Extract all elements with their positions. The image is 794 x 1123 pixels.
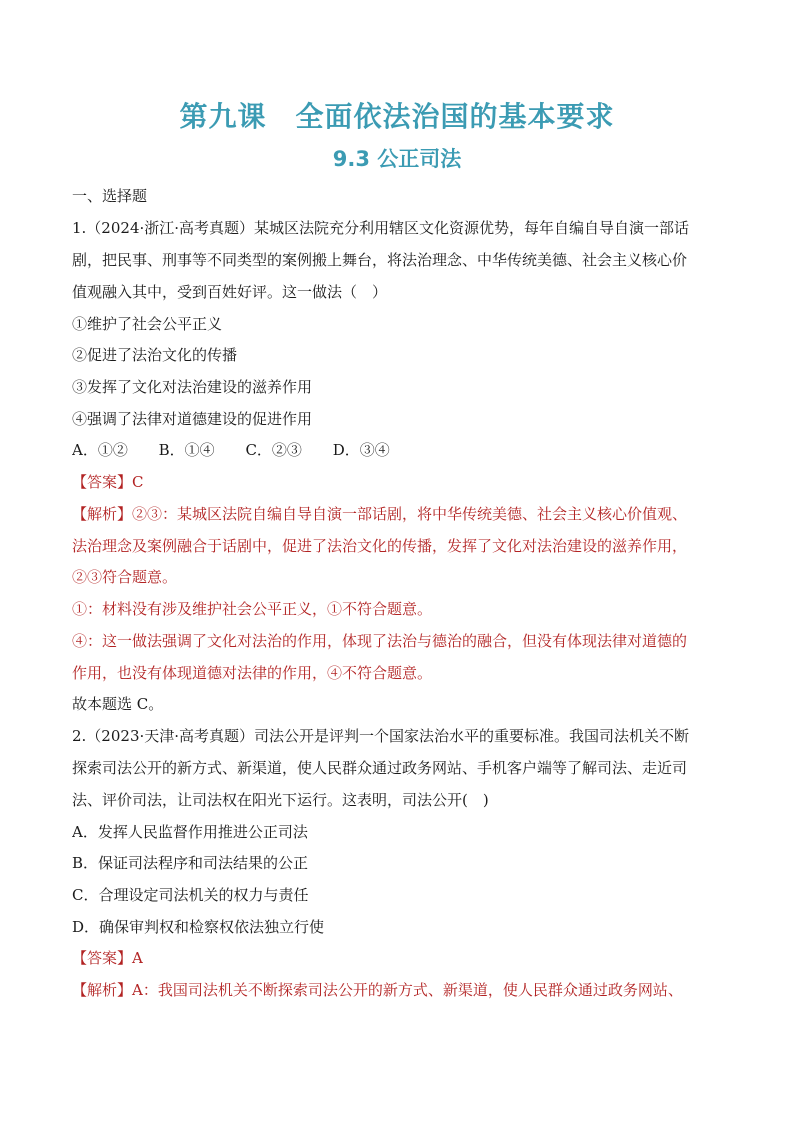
q2-analysis-line: 【解析】A：我国司法机关不断探索司法公开的新方式、新渠道，使人民群众通过政务网站、 — [72, 981, 683, 999]
q2-option-c: C．合理设定司法机关的权力与责任 — [72, 886, 309, 904]
q1-analysis-line: ④：这一做法强调了文化对法治的作用，体现了法治与德治的融合，但没有体现法律对道德的 — [72, 632, 688, 650]
q1-option-d: D．③④ — [332, 441, 390, 459]
q2-stem-line: 2.（2023·天津·高考真题）司法公开是评判一个国家法治水平的重要标准。我国司法机关不断 — [72, 727, 690, 745]
q1-item: ②促进了法治文化的传播 — [72, 346, 238, 364]
page-subtitle: 9.3 公正司法 — [332, 147, 462, 171]
q1-option-a: A．①② — [72, 441, 128, 459]
q2-answer: 【答案】A — [72, 949, 143, 967]
q1-analysis-line: 【解析】②③：某城区法院自编自导自演一部话剧，将中华传统美德、社会主义核心价值观、 — [72, 505, 688, 523]
q2-option-a: A．发挥人民监督作用推进公正司法 — [72, 823, 308, 841]
q1-option-b: B．①④ — [158, 441, 215, 459]
q1-stem-line: 值观融入其中，受到百姓好评。这一做法（ ） — [72, 283, 388, 301]
q2-stem-line: 法、评价司法，让司法权在阳光下运行。这表明，司法公开( ) — [72, 791, 489, 809]
q1-analysis-line: ①：材料没有涉及维护社会公平正义，①不符合题意。 — [72, 600, 433, 618]
q1-answer: 【答案】C — [72, 473, 144, 491]
q1-analysis-line: 法治理念及案例融合于话剧中，促进了法治文化的传播，发挥了文化对法治建设的滋养作用， — [72, 537, 688, 555]
q1-item: ③发挥了文化对法治建设的滋养作用 — [72, 378, 313, 396]
q2-option-d: D．确保审判权和检察权依法独立行使 — [72, 918, 325, 936]
q1-stem-line: 1.（2024·浙江·高考真题）某城区法院充分利用辖区文化资源优势，每年自编自导自演一部话 — [72, 219, 690, 237]
page-title: 第九课 全面依法治国的基本要求 — [179, 100, 615, 133]
q1-stem-line: 剧，把民事、刑事等不同类型的案例搬上舞台，将法治理念、中华传统美德、社会主义核心价 — [72, 251, 688, 269]
q1-analysis-line: ②③符合题意。 — [72, 568, 178, 586]
q1-item: ④强调了法律对道德建设的促进作用 — [72, 410, 313, 428]
q1-option-c: C．②③ — [245, 441, 302, 459]
q1-options — [72, 440, 732, 460]
section-heading: 一、选择题 — [72, 187, 148, 205]
q1-conclusion: 故本题选 C。 — [72, 695, 164, 713]
q2-stem-line: 探索司法公开的新方式、新渠道，使人民群众通过政务网站、手机客户端等了解司法、走近司 — [72, 759, 688, 777]
q1-item: ①维护了社会公平正义 — [72, 315, 223, 333]
q1-analysis-line: 作用，也没有体现道德对法律的作用，④不符合题意。 — [72, 664, 433, 682]
q2-option-b: B．保证司法程序和司法结果的公正 — [72, 854, 309, 872]
